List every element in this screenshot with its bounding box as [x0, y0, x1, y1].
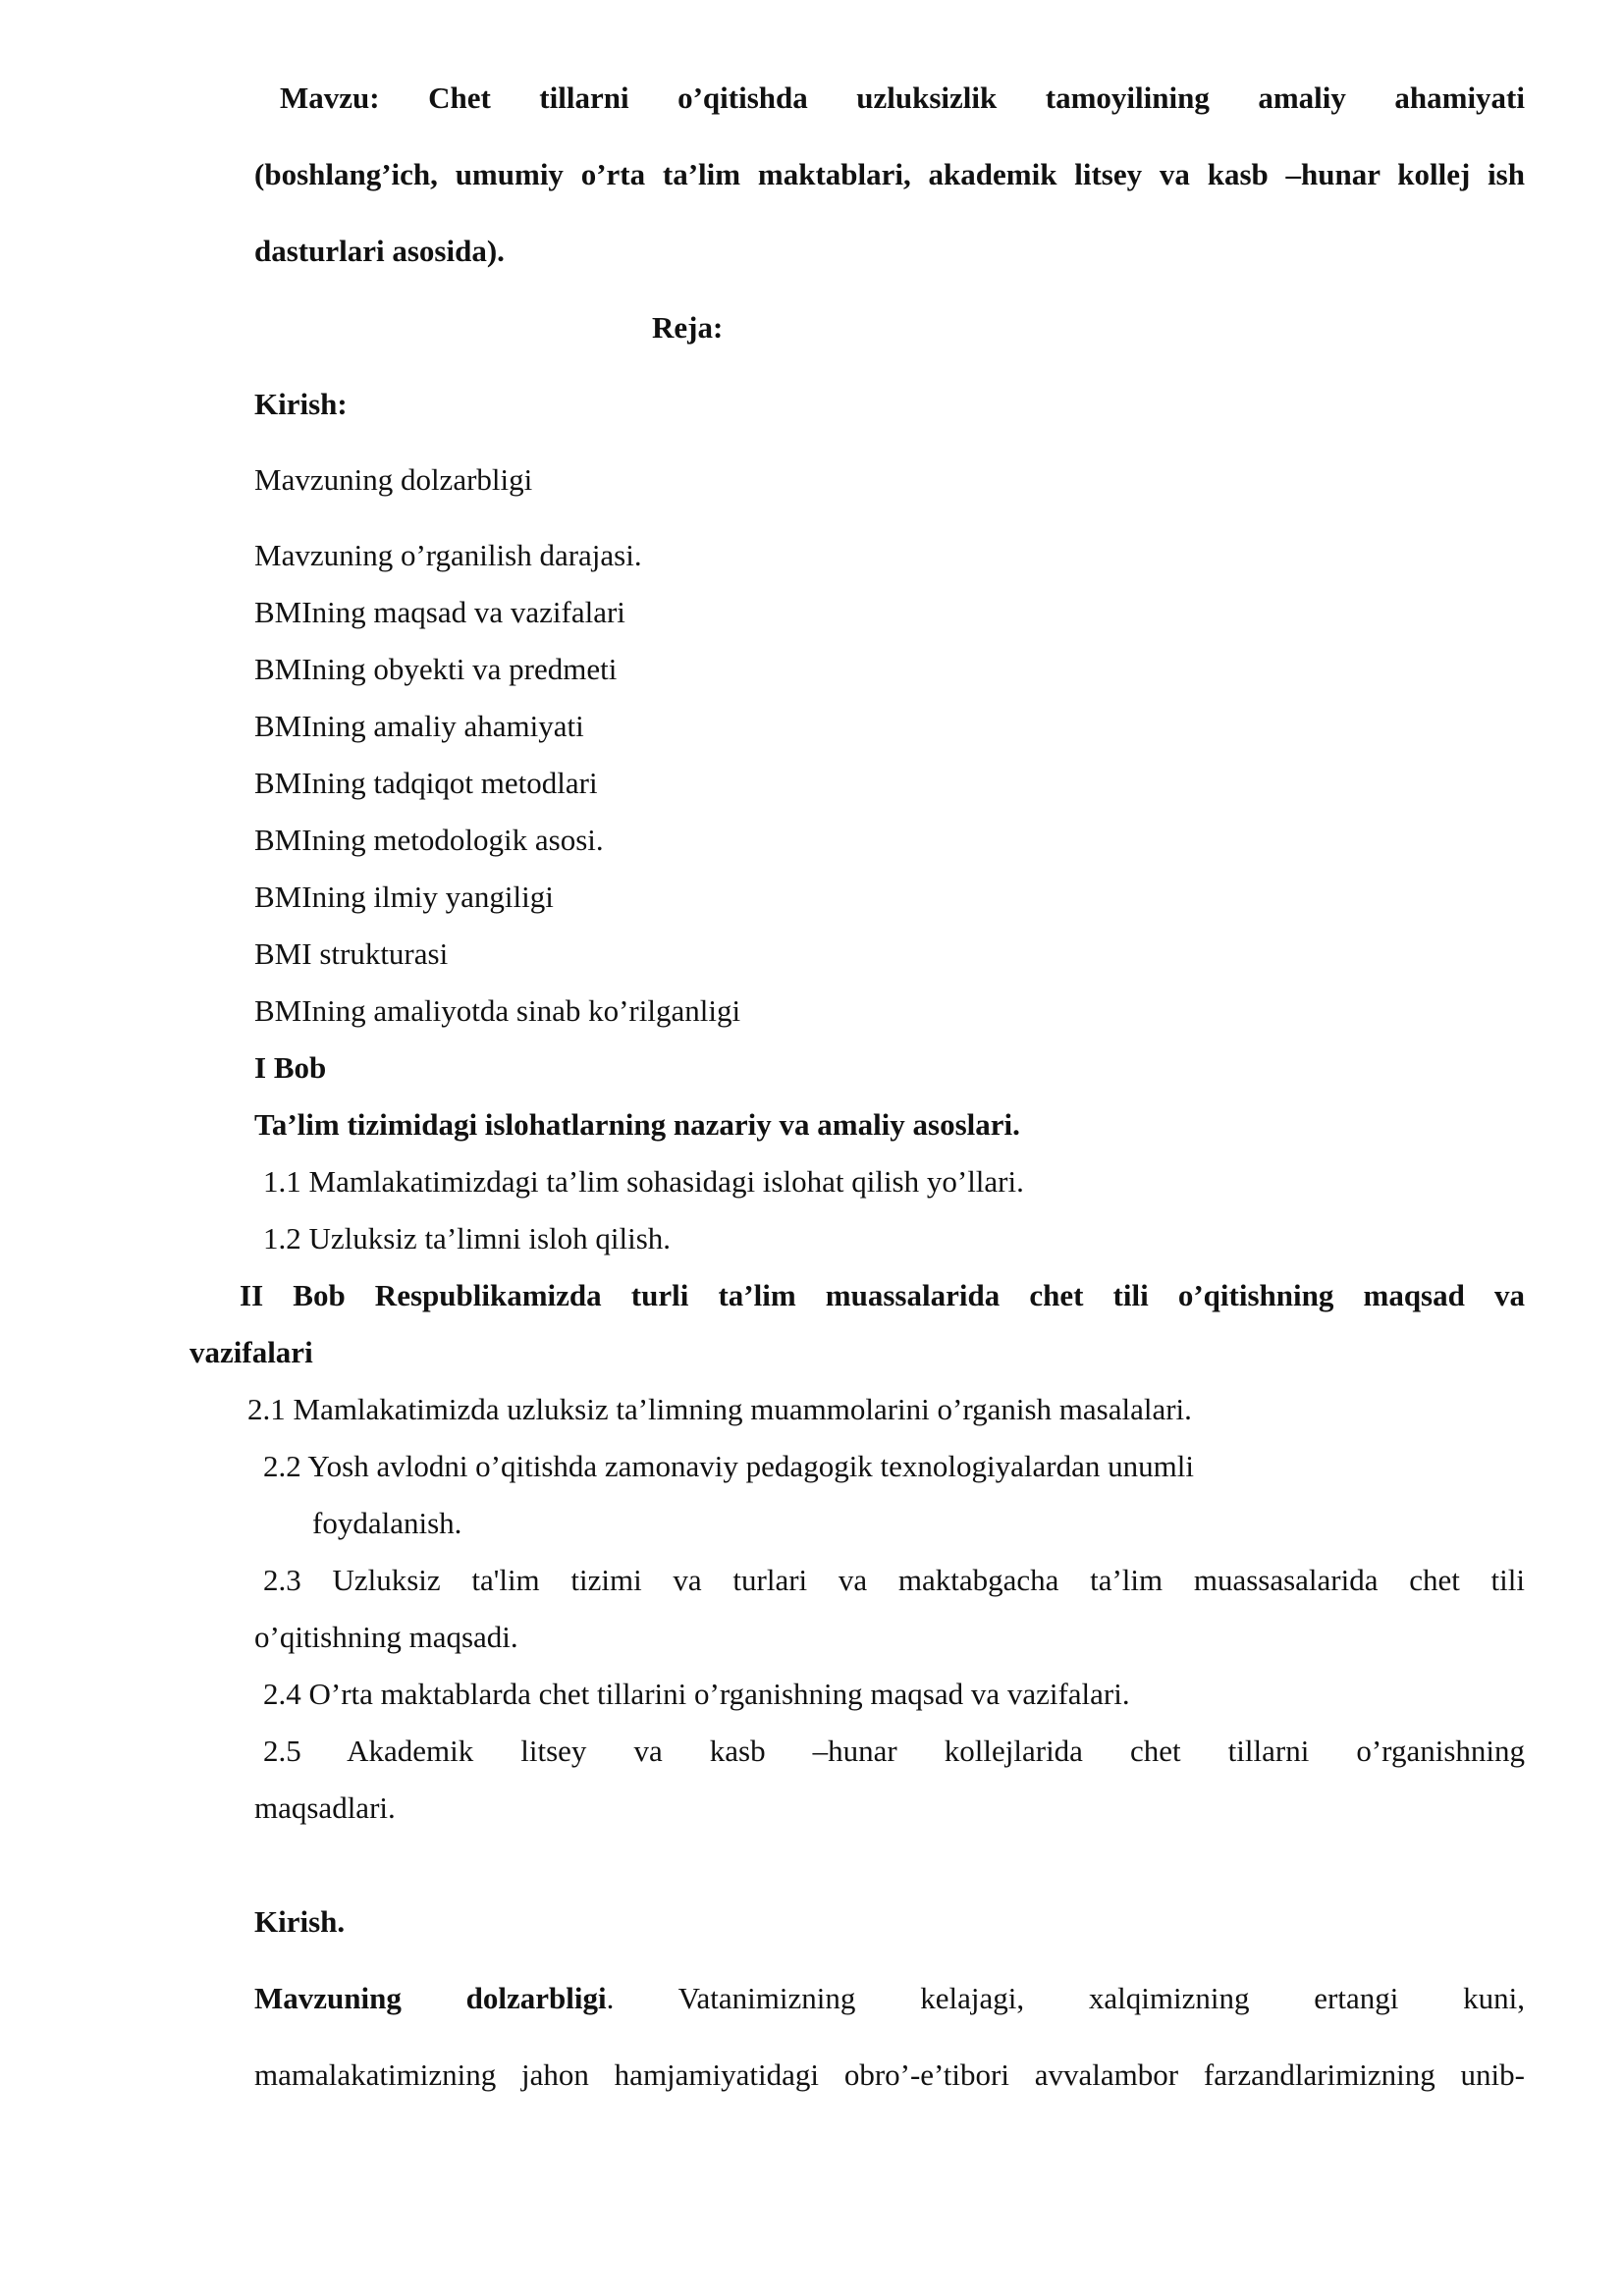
intro-lead-bold: Mavzuning dolzarbligi: [254, 1981, 607, 2015]
intro-paragraph-line-1: [254, 1980, 1525, 2017]
plan-item: BMIning tadqiqot metodlari: [254, 766, 598, 800]
intro-lead-rest: . Vatanimizning kelajagi, xalqimizning ertangi kuni,: [606, 1981, 1525, 2015]
plan-title: Reja:: [652, 310, 724, 345]
plan-item: BMIning amaliy ahamiyati: [254, 709, 584, 743]
heading-line-1: Mavzu: Chet tillarni o’qitishda uzluksizlik tamoyilining amaliy ahamiyati: [280, 80, 1525, 115]
heading-line-2: (boshlang’ich, umumiy o’rta ta’lim maktablari, akademik litsey va kasb –hunar kollej ish: [254, 157, 1525, 191]
chapter-1-label: I Bob: [254, 1050, 327, 1085]
chapter-2-item: 2.5 Akademik litsey va kasb –hunar kollejlarida chet tillarni o’rganishning: [263, 1734, 1525, 1768]
plan-item: BMIning amaliyotda sinab ko’rilganligi: [254, 993, 741, 1028]
plan-item: BMIning maqsad va vazifalari: [254, 595, 625, 629]
chapter-1-item: 1.1 Mamlakatimizdagi ta’lim sohasidagi islohat qilish yo’llari.: [263, 1164, 1024, 1199]
chapter-2-item: 2.3 Uzluksiz ta'lim tizimi va turlari va maktabgacha ta’lim muassasalarida chet tili: [263, 1563, 1525, 1597]
chapter-2-title-line-1: II Bob Respublikamizda turli ta’lim muassalarida chet tili o’qitishning maqsad va: [240, 1278, 1525, 1312]
chapter-2-item: 2.2 Yosh avlodni o’qitishda zamonaviy pedagogik texnologiyalardan unumli: [263, 1449, 1194, 1483]
plan-intro-label: Kirish:: [254, 387, 348, 421]
plan-item: BMIning obyekti va predmeti: [254, 652, 618, 686]
chapter-1-title: Ta’lim tizimidagi islohatlarning nazariy va amaliy asoslari.: [254, 1107, 1020, 1142]
chapter-2-item: 2.1 Mamlakatimizda uzluksiz ta’limning muammolarini o’rganish masalalari.: [247, 1392, 1192, 1426]
chapter-2-item-continued: o’qitishning maqsadi.: [254, 1620, 518, 1654]
chapter-2-title-line-2: vazifalari: [189, 1335, 313, 1369]
chapter-2-item: 2.4 O’rta maktablarda chet tillarini o’rganishning maqsad va vazifalari.: [263, 1677, 1130, 1711]
chapter-2-item-continued: foydalanish.: [312, 1506, 462, 1540]
heading-line-3: dasturlari asosida).: [254, 234, 505, 268]
plan-item: BMI strukturasi: [254, 936, 449, 971]
intro-paragraph-line-2: mamalakatimizning jahon hamjamiyatidagi obro’-e’tibori avvalambor farzandlarimizning unib-: [254, 2057, 1525, 2092]
plan-item: BMIning ilmiy yangiligi: [254, 880, 554, 914]
plan-item: Mavzuning dolzarbligi: [254, 462, 533, 497]
plan-item: Mavzuning o’rganilish darajasi.: [254, 538, 642, 572]
chapter-1-item: 1.2 Uzluksiz ta’limni isloh qilish.: [263, 1221, 672, 1255]
intro-title: Kirish.: [254, 1904, 346, 1939]
plan-item: BMIning metodologik asosi.: [254, 823, 604, 857]
chapter-2-item-continued: maqsadlari.: [254, 1790, 396, 1825]
